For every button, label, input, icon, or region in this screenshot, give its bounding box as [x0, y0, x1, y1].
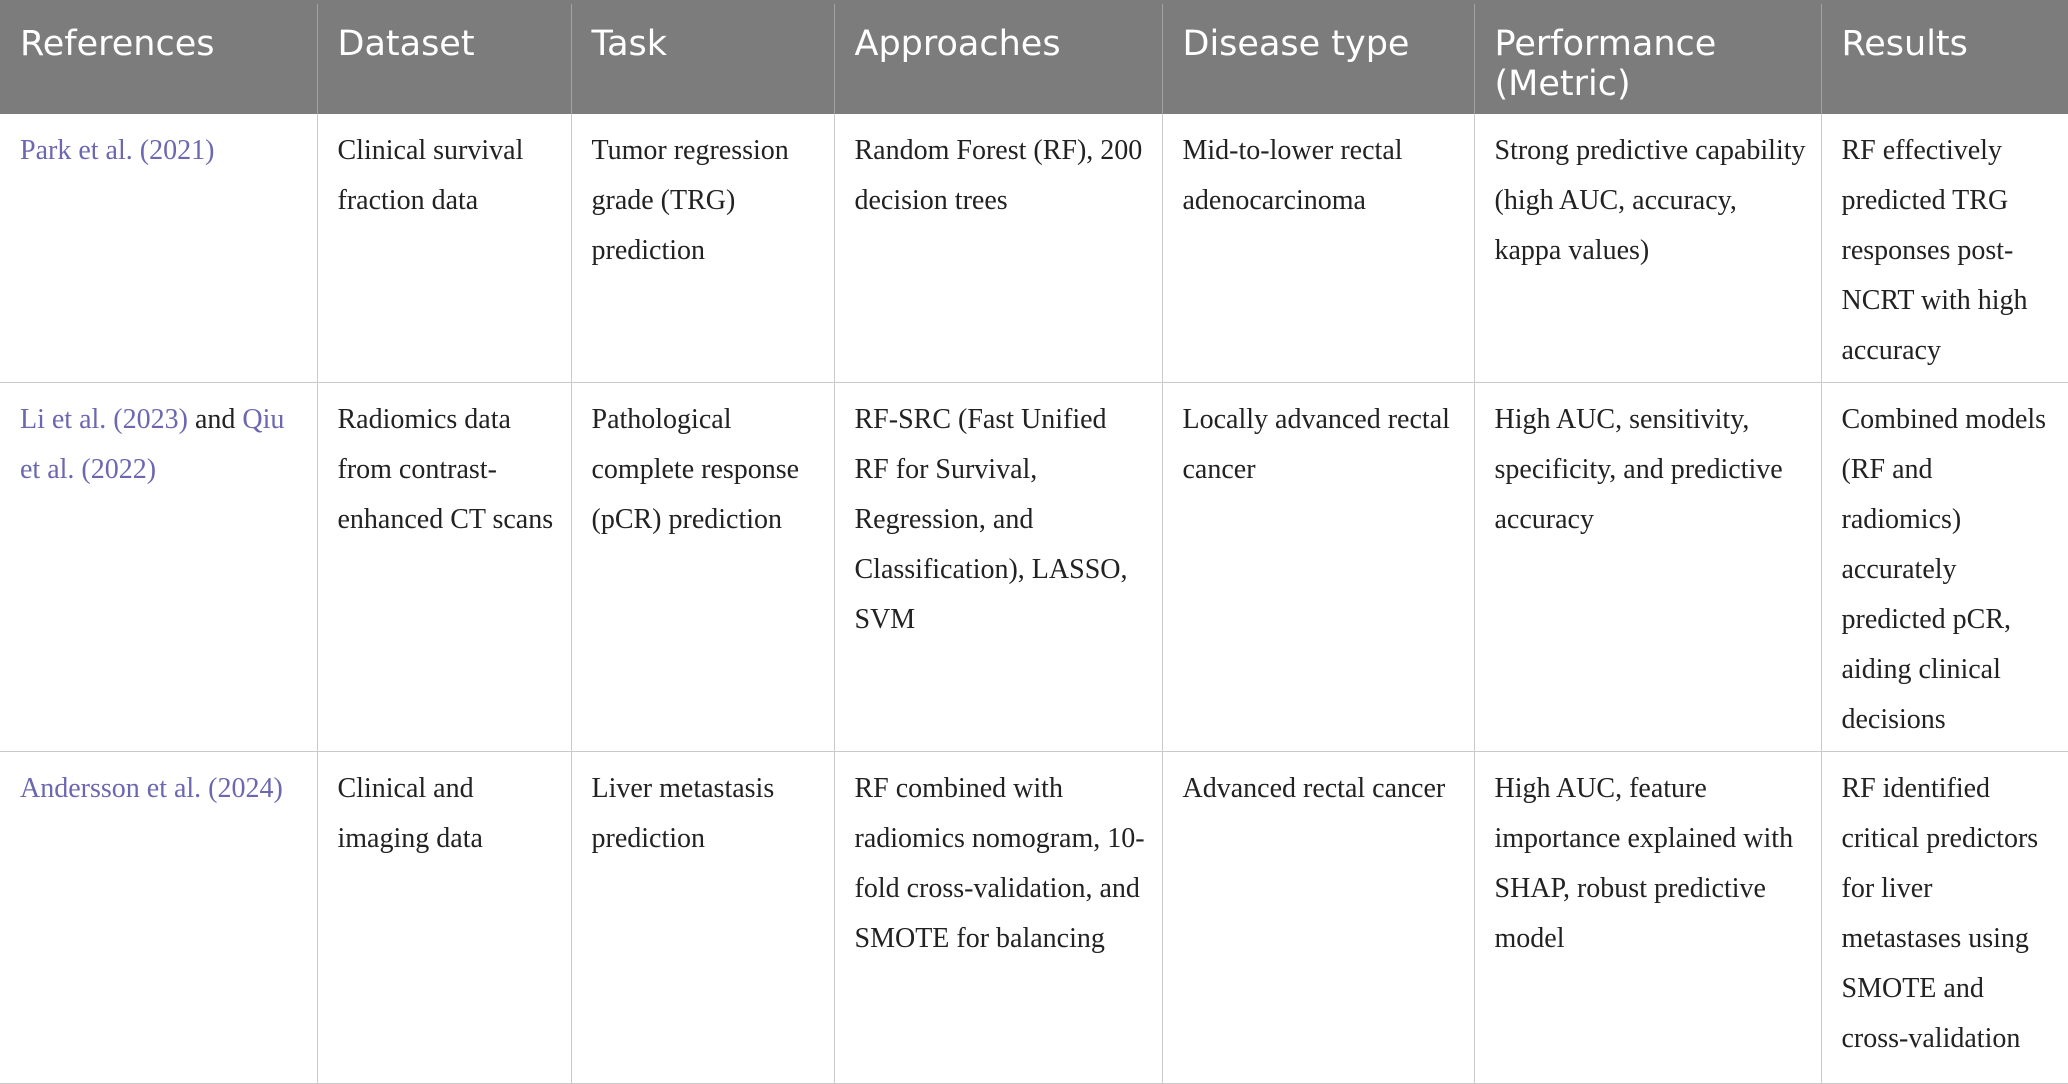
cell-results: Combined models (RF and radiomics) accurately predicted pCR, aiding clinical decisions: [1821, 383, 2068, 752]
reference-link[interactable]: Li et al. (2023): [20, 404, 188, 435]
table-row: [0, 383, 2068, 752]
table-body: [0, 114, 2068, 1084]
cell-approaches: Random Forest (RF), 200 decision trees: [834, 114, 1162, 383]
cell-references: [0, 752, 317, 1084]
cell-approaches: RF-SRC (Fast Unified RF for Survival, Regression, and Classification), LASSO, SVM: [834, 383, 1162, 752]
cell-dataset: Clinical survival fraction data: [317, 114, 571, 383]
cell-dataset: Clinical and imaging data: [317, 752, 571, 1084]
header-approaches: Approaches: [834, 2, 1162, 114]
header-performance: Performance (Metric): [1474, 2, 1821, 114]
reference-link[interactable]: Andersson et al. (2024): [20, 773, 283, 804]
cell-task: Pathological complete response (pCR) prediction: [571, 383, 834, 752]
header-disease-type: Disease type: [1162, 2, 1474, 114]
header-row: [0, 2, 2068, 114]
cell-dataset: Radiomics data from contrast-enhanced CT scans: [317, 383, 571, 752]
table-row: [0, 752, 2068, 1084]
cell-references: [0, 383, 317, 752]
cell-task: Liver metastasis prediction: [571, 752, 834, 1084]
cell-disease-type: Advanced rectal cancer: [1162, 752, 1474, 1084]
reference-connector: and: [187, 404, 243, 435]
header-results: Results: [1821, 2, 2068, 114]
header-dataset: Dataset: [317, 2, 571, 114]
table-row: [0, 114, 2068, 383]
header-task: Task: [571, 2, 834, 114]
cell-disease-type: Locally advanced rectal cancer: [1162, 383, 1474, 752]
table-header: [0, 2, 2068, 114]
reference-link[interactable]: Qiu et al. (2022): [20, 404, 285, 485]
cell-task: Tumor regression grade (TRG) prediction: [571, 114, 834, 383]
cell-results: RF identified critical predictors for liver metastases using SMOTE and cross-validation: [1821, 752, 2068, 1084]
cell-performance: High AUC, feature importance explained with SHAP, robust predictive model: [1474, 752, 1821, 1084]
cell-approaches: RF combined with radiomics nomogram, 10-fold cross-validation, and SMOTE for balancing: [834, 752, 1162, 1084]
cell-results: RF effectively predicted TRG responses post-NCRT with high accuracy: [1821, 114, 2068, 383]
cell-references: [0, 114, 317, 383]
cell-disease-type: Mid-to-lower rectal adenocarcinoma: [1162, 114, 1474, 383]
cell-performance: Strong predictive capability (high AUC, accuracy, kappa values): [1474, 114, 1821, 383]
header-references: References: [0, 2, 317, 114]
cell-performance: High AUC, sensitivity, specificity, and predictive accuracy: [1474, 383, 1821, 752]
reference-link[interactable]: Park et al. (2021): [20, 135, 215, 166]
